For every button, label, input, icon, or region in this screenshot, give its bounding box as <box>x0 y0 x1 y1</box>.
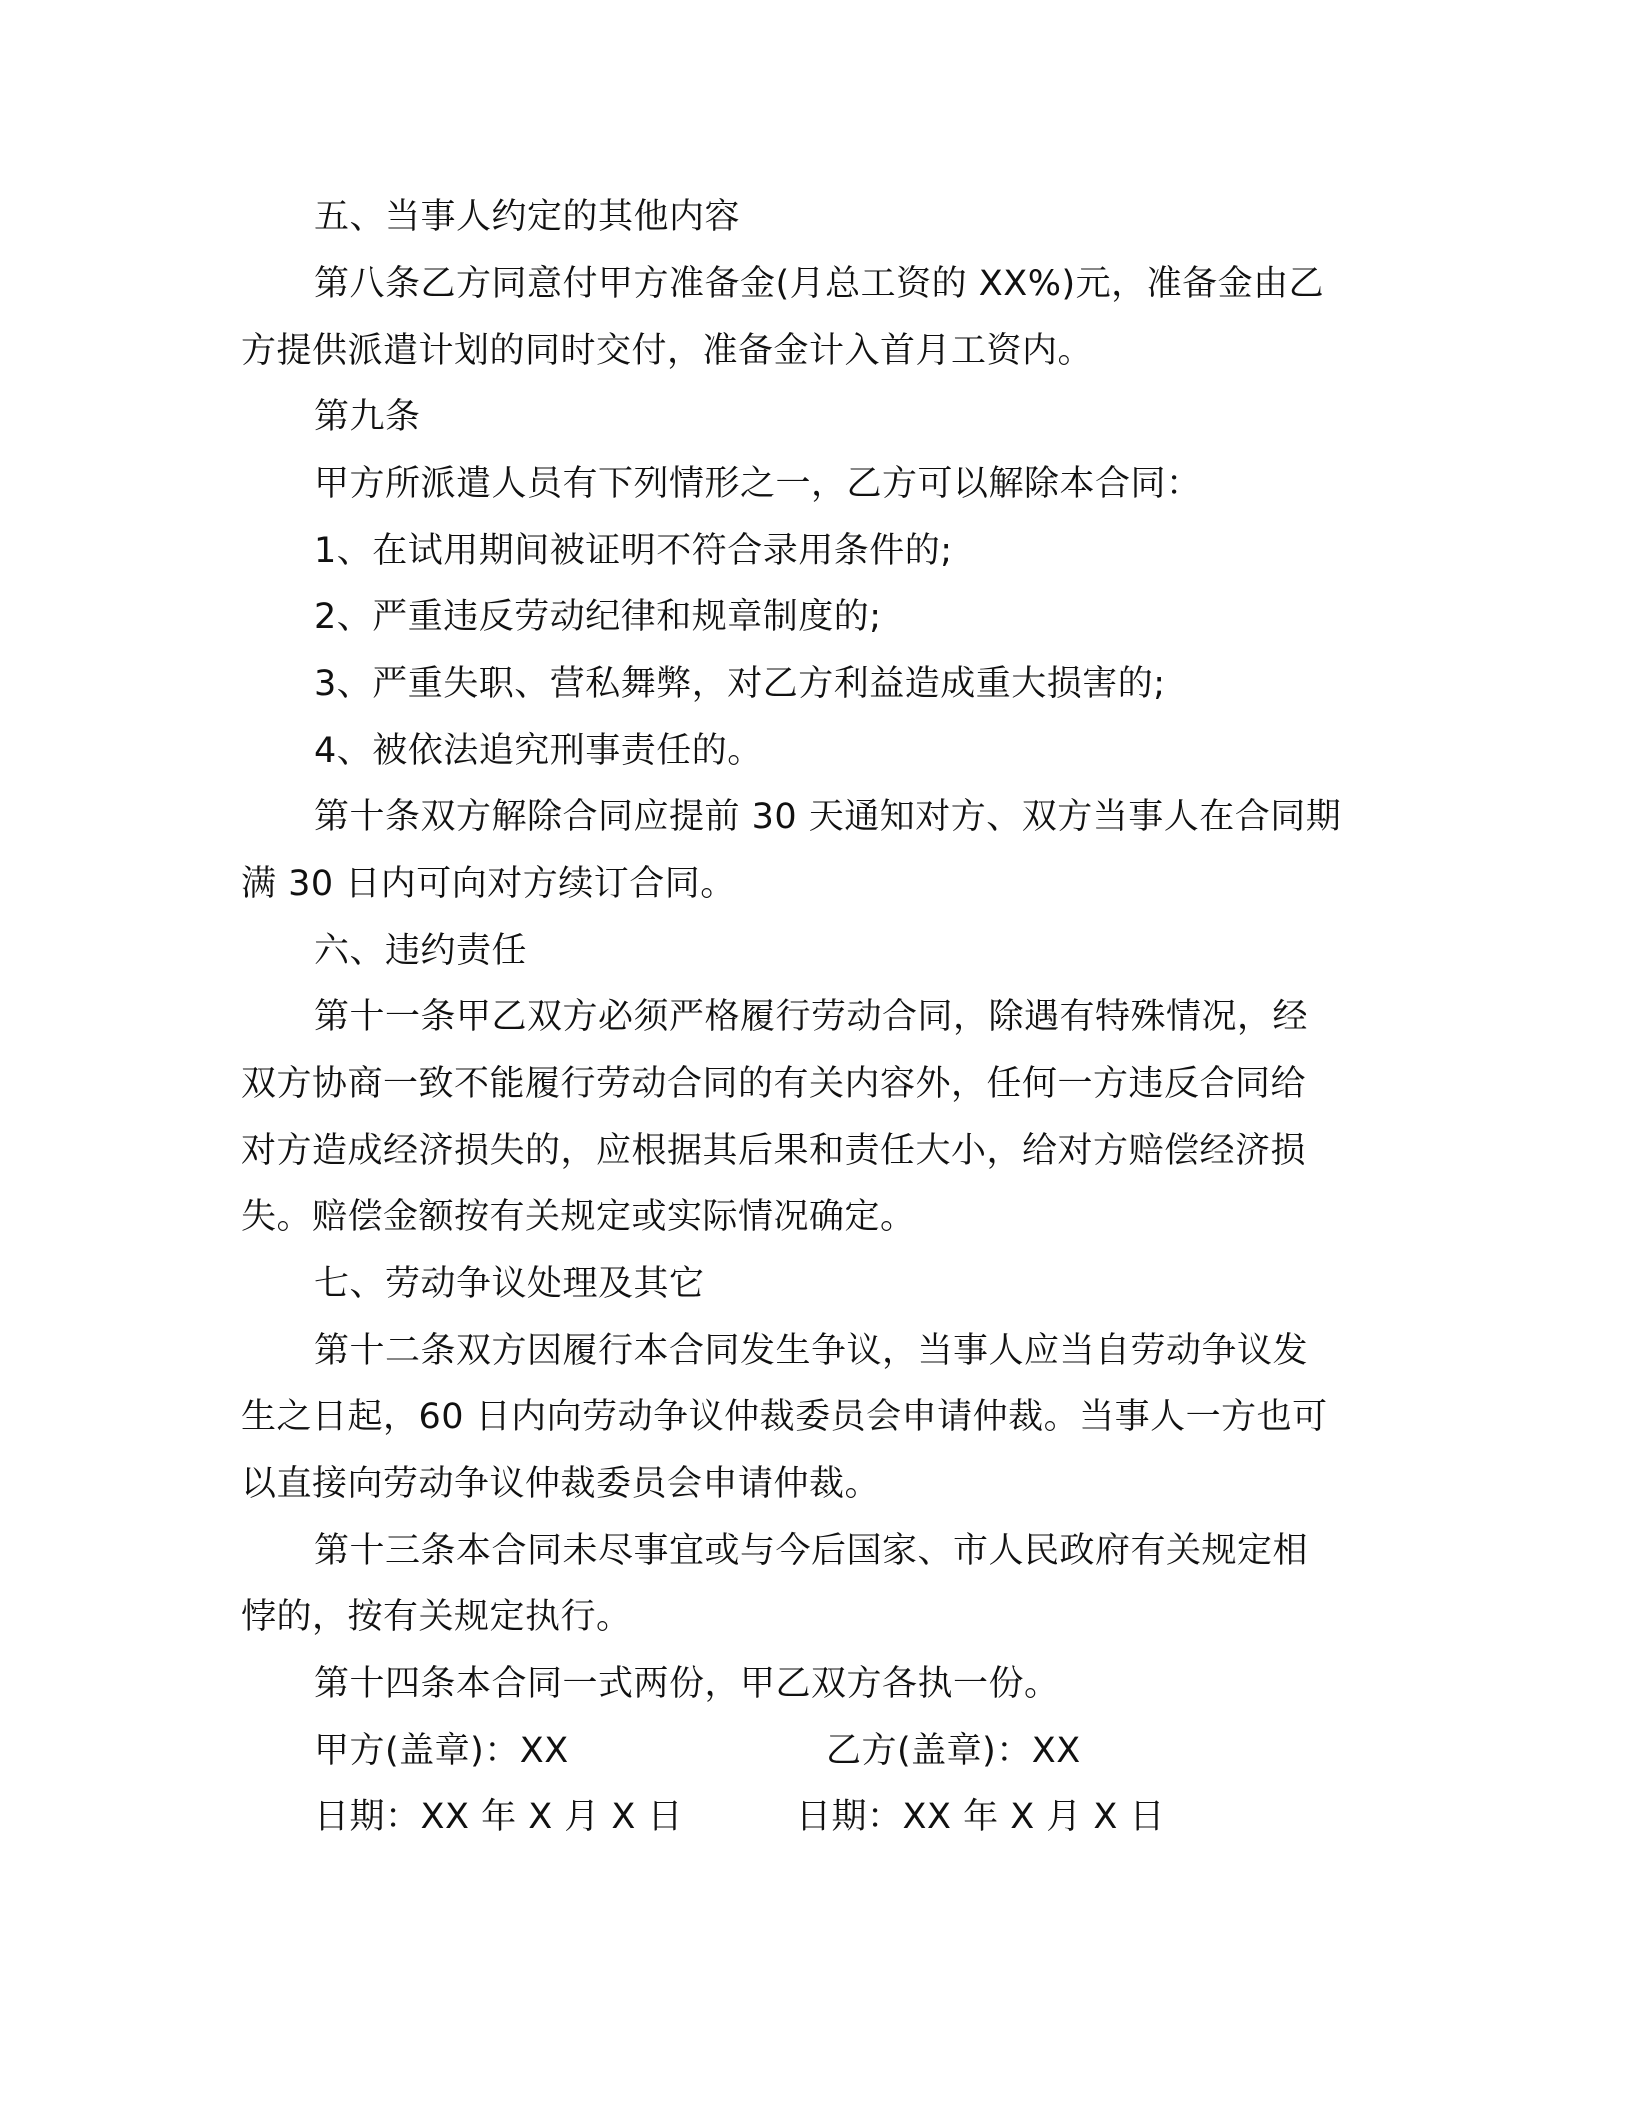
article-9-item-1: 1、在试用期间被证明不符合录用条件的; <box>314 531 953 571</box>
party-a-seal: 甲方(盖章)：XX <box>314 1731 569 1771</box>
article-12-line-2: 生之日起，60 日内向劳动争议仲裁委员会申请仲裁。当事人一方也可 <box>241 1397 1328 1437</box>
article-11-line-1: 第十一条甲乙双方必须严格履行劳动合同，除遇有特殊情况，经 <box>314 997 1309 1037</box>
article-9-intro: 甲方所派遣人员有下列情形之一，乙方可以解除本合同： <box>314 464 1202 504</box>
article-13-line-1: 第十三条本合同未尽事宜或与今后国家、市人民政府有关规定相 <box>314 1531 1309 1571</box>
article-14: 第十四条本合同一式两份，甲乙双方各执一份。 <box>314 1664 1060 1704</box>
article-11-line-3: 对方造成经济损失的，应根据其后果和责任大小，给对方赔偿经济损 <box>241 1131 1307 1171</box>
party-b-seal: 乙方(盖章)：XX <box>826 1731 1081 1771</box>
article-9-item-3: 3、严重失职、营私舞弊，对乙方利益造成重大损害的; <box>314 664 1166 704</box>
article-9-item-4: 4、被依法追究刑事责任的。 <box>314 731 763 771</box>
article-11-line-2: 双方协商一致不能履行劳动合同的有关内容外，任何一方违反合同给 <box>241 1064 1307 1104</box>
article-8-line-2: 方提供派遣计划的同时交付，准备金计入首月工资内。 <box>241 331 1094 371</box>
article-9-heading: 第九条 <box>314 397 421 437</box>
article-13-line-2: 悖的，按有关规定执行。 <box>241 1597 632 1637</box>
article-8-line-1: 第八条乙方同意付甲方准备金(月总工资的 XX%)元，准备金由乙 <box>314 264 1325 304</box>
article-10-line-2: 满 30 日内可向对方续订合同。 <box>241 864 736 904</box>
section-heading-7: 七、劳动争议处理及其它 <box>314 1264 705 1304</box>
article-12-line-1: 第十二条双方因履行本合同发生争议，当事人应当自劳动争议发 <box>314 1331 1309 1371</box>
article-12-line-3: 以直接向劳动争议仲裁委员会申请仲裁。 <box>241 1464 881 1504</box>
article-9-item-2: 2、严重违反劳动纪律和规章制度的; <box>314 597 882 637</box>
article-11-line-4: 失。赔偿金额按有关规定或实际情况确定。 <box>241 1197 916 1237</box>
section-heading-6: 六、违约责任 <box>314 931 528 971</box>
section-heading-5: 五、当事人约定的其他内容 <box>314 197 741 237</box>
party-b-date: 日期：XX 年 X 月 X 日 <box>796 1797 1166 1837</box>
article-10-line-1: 第十条双方解除合同应提前 30 天通知对方、双方当事人在合同期 <box>314 797 1342 837</box>
party-a-date: 日期：XX 年 X 月 X 日 <box>314 1797 684 1837</box>
